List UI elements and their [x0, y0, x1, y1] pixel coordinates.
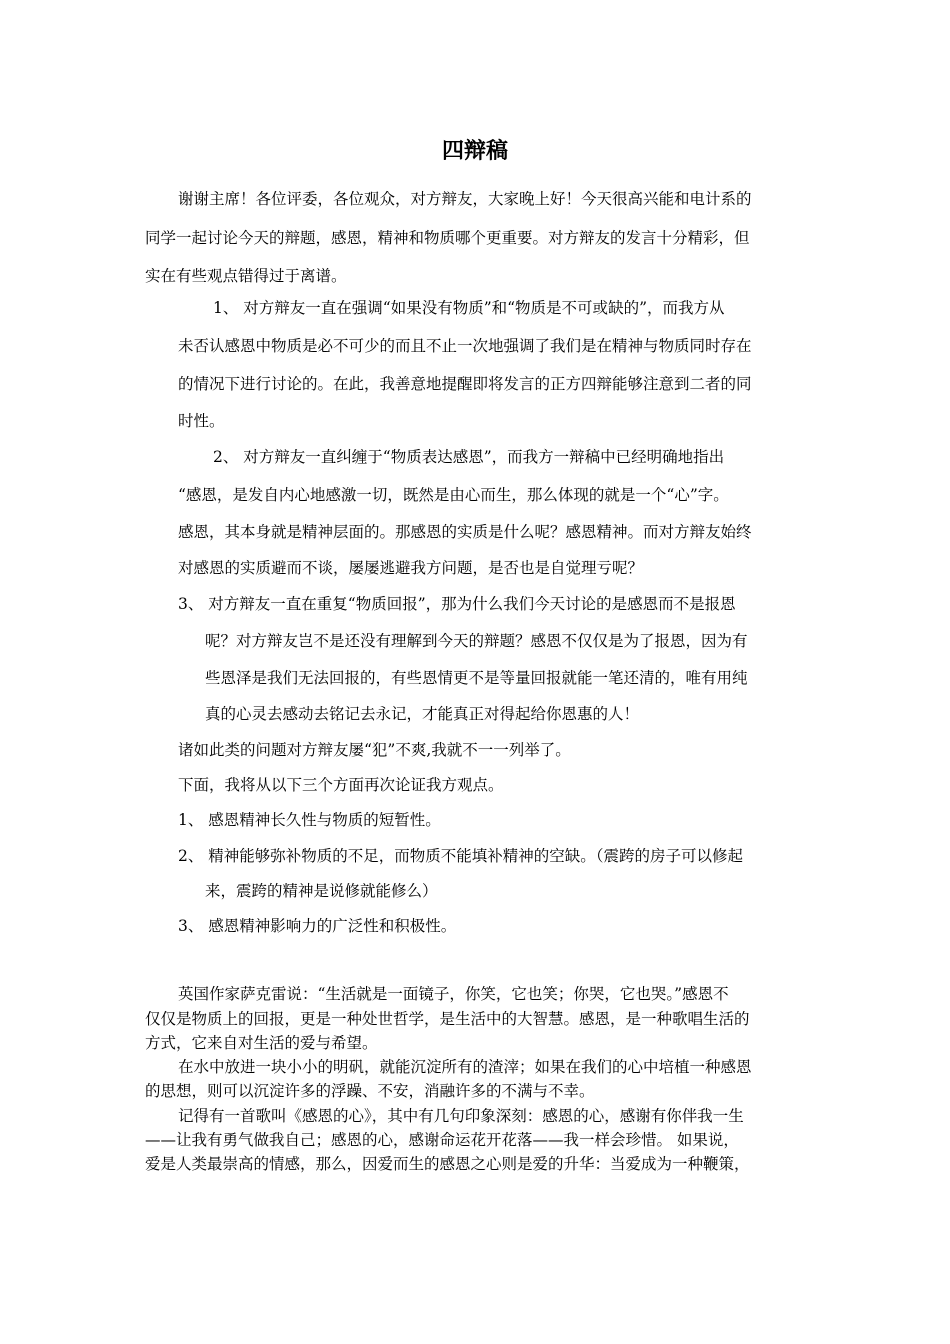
- text-line: 诸如此类的问题对方辩友屡“犯”不爽,我就不一一列举了。: [178, 741, 571, 759]
- text-line: 英国作家萨克雷说：“生活就是一面镜子，你笑，它也笑；你哭，它也哭。”感恩不: [178, 985, 729, 1003]
- text-line: 仅仅是物质上的回报，更是一种处世哲学，是生活中的大智慧。感恩，是一种歌唱生活的: [145, 1010, 750, 1028]
- text-line: 对感恩的实质避而不谈，屡屡逃避我方问题，是否也是自觉理亏呢？: [178, 559, 644, 577]
- text-line: 来，震跨的精神是说修就能修么）: [205, 882, 438, 900]
- text-line: 的情况下进行讨论的。在此，我善意地提醒即将发言的正方四辩能够注意到二者的同: [178, 375, 752, 393]
- text-line: 2、 对方辩友一直纠缠于“物质表达感恩”，而我方一辩稿中已经明确地指出: [213, 448, 725, 466]
- text-line: ——让我有勇气做我自己；感恩的心，感谢命运花开花落——我一样会珍惜。 如果说，: [145, 1131, 739, 1149]
- text-line: 在水中放进一块小小的明矾，就能沉淀所有的渣滓；如果在我们的心中培植一种感恩: [178, 1058, 752, 1076]
- text-line: 真的心灵去感动去铭记去永记，才能真正对得起给你恩惠的人！: [205, 705, 640, 723]
- text-line: 同学一起讨论今天的辩题，感恩，精神和物质哪个更重要。对方辩友的发言十分精彩，但: [145, 229, 750, 247]
- text-line: 谢谢主席！各位评委，各位观众，对方辩友，大家晚上好！今天很高兴能和电计系的: [178, 190, 752, 208]
- text-line: 1、 感恩精神长久性与物质的短暂性。: [178, 811, 441, 829]
- text-line: 呢？对方辩友岂不是还没有理解到今天的辩题？感恩不仅仅是为了报恩，因为有: [205, 632, 748, 650]
- text-line: 感恩，其本身就是精神层面的。那感恩的实质是什么呢？感恩精神。而对方辩友始终: [178, 523, 752, 541]
- text-line: 1、 对方辩友一直在强调“如果没有物质”和“物质是不可或缺的”，而我方从: [213, 299, 725, 317]
- text-line: “感恩，是发自内心地感激一切，既然是由心而生，那么体现的就是一个“心”字。: [178, 486, 729, 504]
- text-line: 爱是人类最崇高的情感，那么，因爱而生的感恩之心则是爱的升华：当爱成为一种鞭策，: [145, 1155, 750, 1173]
- text-line: 的思想，则可以沉淀许多的浮躁、不安，消融许多的不满与不幸。: [145, 1082, 595, 1100]
- text-line: 2、 精神能够弥补物质的不足，而物质不能填补精神的空缺。（震跨的房子可以修起: [178, 847, 744, 865]
- text-line: 方式，它来自对生活的爱与希望。: [145, 1034, 378, 1052]
- text-line: 记得有一首歌叫《感恩的心》，其中有几句印象深刻：感恩的心，感谢有你伴我一生: [178, 1107, 744, 1125]
- text-line: 3、 感恩精神影响力的广泛性和积极性。: [178, 917, 457, 935]
- text-line: 未否认感恩中物质是必不可少的而且不止一次地强调了我们是在精神与物质同时存在: [178, 337, 752, 355]
- text-line: 时性。: [178, 412, 225, 430]
- page-title: 四辩稿: [441, 139, 508, 164]
- text-line: 下面，我将从以下三个方面再次论证我方观点。: [178, 776, 504, 794]
- text-line: 3、 对方辩友一直在重复“物质回报”，那为什么我们今天讨论的是感恩而不是报恩: [178, 595, 736, 613]
- text-line: 些恩泽是我们无法回报的，有些恩情更不是等量回报就能一笔还清的，唯有用纯: [205, 669, 748, 687]
- text-line: 实在有些观点错得过于离谱。: [145, 267, 347, 285]
